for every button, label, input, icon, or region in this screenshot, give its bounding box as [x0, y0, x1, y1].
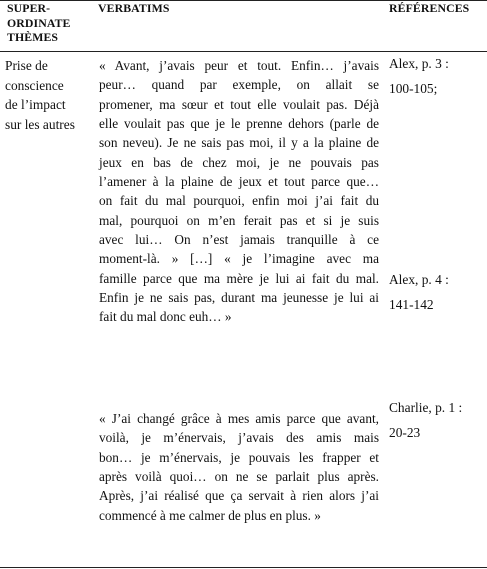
verbatim-line: peur… quand par exemple, on allait se: [99, 77, 379, 93]
verbatim-line: moment-là. » […] « je l’imagine avec ma: [99, 251, 379, 267]
verbatim-quote-2: [99, 409, 379, 525]
verbatim-line: avec lui… On n’est jamais tranquille à ce: [99, 232, 379, 248]
verbatim-line: « J’ai changé grâce à mes amis parce que avant,: [99, 411, 379, 426]
verbatim-line: on fait du mal pourquoi, enfin moi j’ai fait du: [99, 193, 379, 209]
verbatim-line: après voilà quoi… on ne se parlait plus après.: [99, 469, 379, 485]
verbatim-line: son neveu). Je ne sais pas moi, il y a la plaine de: [99, 135, 379, 151]
verbatim-quote-1: [99, 56, 379, 327]
header-references: RÉFÉRENCES: [389, 1, 470, 15]
verbatim-line: jeux en bas de chez moi, je ne pouvais pas: [99, 154, 379, 170]
verbatim-line: l’amener à la plaine de jeux et tout parce que…: [99, 174, 379, 190]
reference-source: Alex, p. 3 :: [389, 56, 449, 71]
verbatim-line: fait du mal donc euh… »: [99, 309, 232, 325]
header-theme-line-3: THÈMES: [7, 30, 59, 44]
verbatim-line: mal, pourquoi on m’en ferait pas et si je suis: [99, 212, 379, 228]
reference-charlie-p1: [389, 396, 485, 445]
header-superordinate-themes: [7, 1, 87, 45]
verbatim-line: Enfin je ne sais pas, durant ma jeunesse je lui ai: [99, 290, 379, 306]
header-theme-line-1: SUPER-: [7, 1, 51, 15]
header-theme-line-2: ORDINATE: [7, 15, 71, 30]
reference-lines: 20-23: [389, 424, 421, 440]
verbatim-line: elle voulait pas que je le prenne dehors (parle de: [99, 116, 379, 132]
theme-line: conscience: [5, 77, 64, 93]
reference-alex-p3: [389, 52, 485, 101]
reference-source: Charlie, p. 1 :: [389, 400, 463, 415]
verbatim-line: voilà, je m’énervais, j’avais des amis mais: [99, 430, 379, 446]
verbatim-line: « Avant, j’avais peur et tout. Enfin… j’avais: [99, 58, 379, 73]
theme-line: sur les autres: [5, 116, 75, 132]
verbatim-line: Après, j’ai réalisé que ça servait à rien alors j’ai: [99, 488, 379, 504]
reference-lines: 100-105;: [389, 80, 438, 96]
theme-line: de l’impact: [5, 97, 66, 112]
reference-alex-p4: [389, 268, 485, 317]
reference-source: Alex, p. 4 :: [389, 272, 449, 287]
verbatim-line: famille parce que ma mère je lui ai fait du mal.: [99, 270, 379, 286]
verbatim-line: bon… je m’énervais, je pouvais les frapper et: [99, 449, 379, 465]
theme-cell: [5, 56, 87, 134]
verbatim-line: commencé à me calmer de plus en plus. »: [99, 507, 321, 523]
theme-line: Prise de: [5, 58, 48, 73]
verbatim-line: promener, ma sœur et tout elle voulait pas. Déjà: [99, 96, 379, 112]
reference-lines: 141-142: [389, 296, 434, 312]
table-bottom-rule: [0, 567, 487, 568]
header-verbatims: VERBATIMS: [98, 1, 170, 15]
